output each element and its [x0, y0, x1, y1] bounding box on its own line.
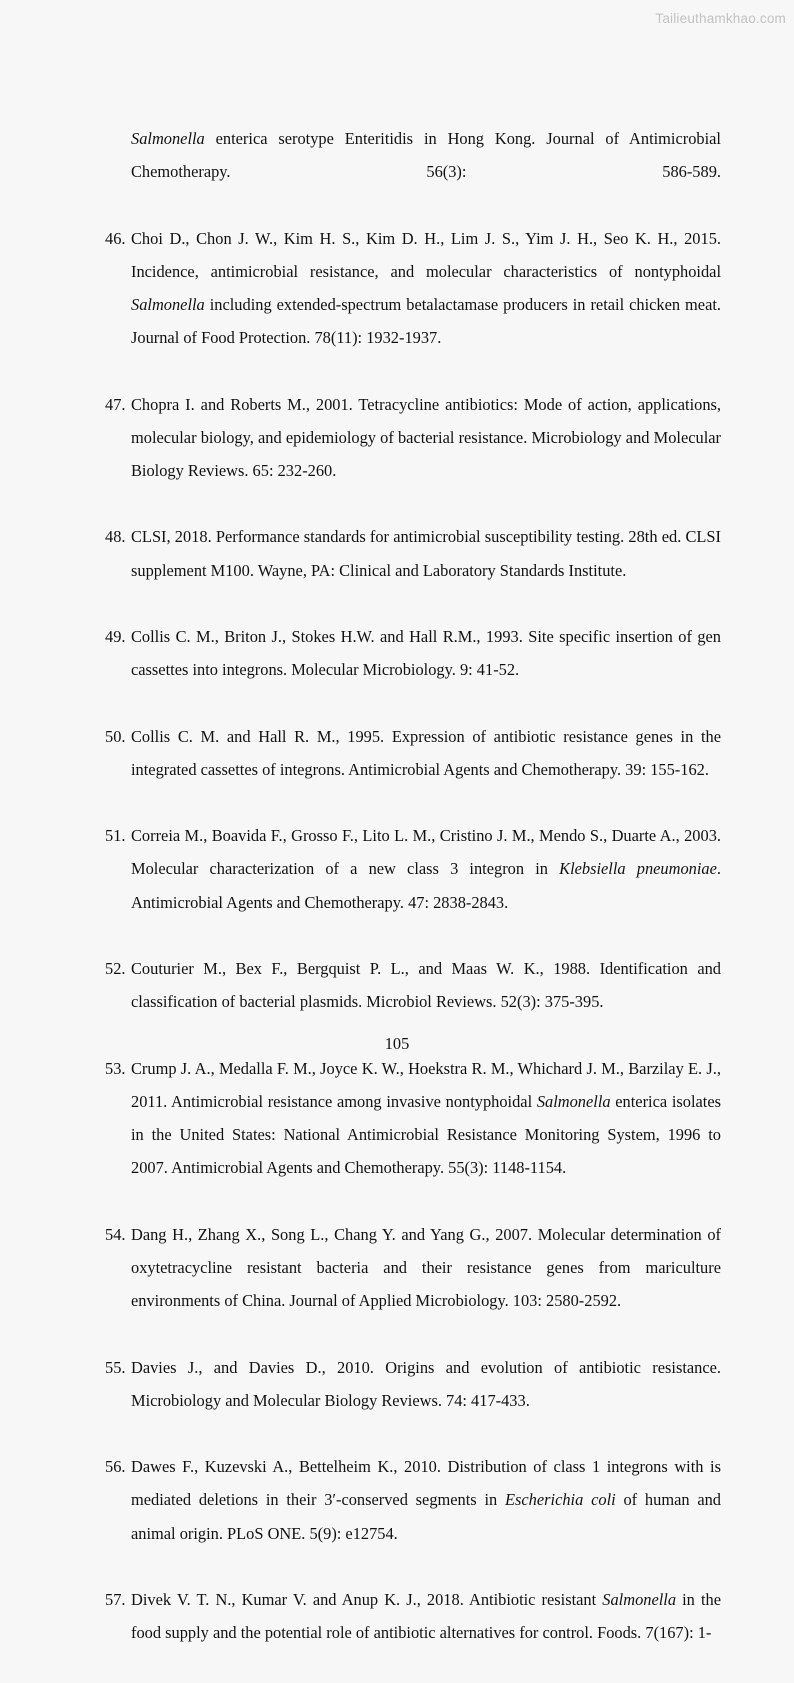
- reference-text: [131, 222, 721, 355]
- site-watermark: Tailieuthamkhao.com: [655, 11, 786, 26]
- italic-term: Salmonella: [602, 1589, 677, 1609]
- reference-text: [131, 819, 721, 919]
- reference-number: 55.: [105, 1357, 126, 1377]
- reference-entry: [105, 620, 721, 720]
- reference-entry: [105, 819, 721, 952]
- reference-text: [131, 620, 721, 686]
- reference-number: 51.: [105, 826, 126, 846]
- text-run: Collis C. M., Briton J., Stokes H.W. and Hall R.M., 1993. Site specific insertion of gen cassettes into integrons. Molecular Microbiology. 9: 41-52.: [131, 627, 721, 680]
- reference-entry: [105, 1052, 721, 1218]
- text-run: Collis C. M. and Hall R. M., 1995. Expression of antibiotic resistance genes in the integrated cassettes of integrons. Antimicrobial Agents and Chemotherapy. 39: 155-162.: [131, 726, 721, 779]
- reference-entry: [105, 520, 721, 620]
- reference-number: 48.: [105, 527, 126, 547]
- reference-text: [131, 720, 721, 786]
- reference-number: 52.: [105, 959, 126, 979]
- reference-number: 56.: [105, 1457, 126, 1477]
- text-run: CLSI, 2018. Performance standards for antimicrobial susceptibility testing. 28th ed. CLSI supplement M100. Wayne, PA: Clinical and Laboratory Standards Institute.: [131, 527, 721, 580]
- reference-number: 49.: [105, 627, 126, 647]
- italic-term: Klebsiella pneumoniae: [559, 859, 717, 879]
- page-number: 105: [384, 1034, 410, 1053]
- reference-entry: [105, 1583, 721, 1683]
- reference-list: [105, 222, 721, 1683]
- text-run: Divek V. T. N., Kumar V. and Anup K. J., 2018. Antibiotic resistant: [131, 1589, 603, 1609]
- text-run: Chopra I. and Roberts M., 2001. Tetracycline antibiotics: Mode of action, applications, molecular biology, and epidemiology of bacterial resistance. Microbiology and Molecular Biology Reviews. 65: 232-260.: [131, 394, 721, 481]
- text-run: of human and animal origin. PLoS ONE. 5(9): e12754.: [131, 1490, 721, 1543]
- italic-term: Salmonella: [131, 129, 205, 148]
- reference-number: 46.: [105, 228, 126, 248]
- text-run: Choi D., Chon J. W., Kim H. S., Kim D. H., Lim J. S., Yim J. H., Seo K. H., 2015. Incidence, antimicrobial resistance, and molecular characteristics of nontyphoidal: [131, 228, 721, 281]
- text-run: enterica serotype Enteritidis in Hong Kong. Journal of Antimicrobial Chemotherapy. 56(3): 586-589.: [131, 129, 721, 182]
- reference-entry: [105, 1351, 721, 1451]
- reference-entry: [105, 388, 721, 521]
- reference-text: [131, 520, 721, 586]
- reference-text: [131, 1052, 721, 1185]
- reference-entry: [105, 1450, 721, 1583]
- reference-number: 54.: [105, 1224, 126, 1244]
- reference-entry: [105, 222, 721, 388]
- reference-continuation-paragraph: [131, 122, 721, 222]
- italic-term: Salmonella: [536, 1091, 611, 1111]
- reference-entry: [105, 720, 721, 820]
- text-run: Couturier M., Bex F., Bergquist P. L., and Maas W. K., 1988. Identification and classification of bacterial plasmids. Microbiol Reviews. 52(3): 375-395.: [131, 959, 721, 1012]
- text-run: Dang H., Zhang X., Song L., Chang Y. and Yang G., 2007. Molecular determination of oxytetracycline resistant bacteria and their resistance genes from mariculture environments of China. Journal of Applied Microbiology. 103: 2580-2592.: [131, 1224, 721, 1311]
- reference-text: [131, 1218, 721, 1318]
- text-run: Dawes F., Kuzevski A., Bettelheim K., 2010. Distribution of class 1 integrons with is mediated deletions in their 3′-conserved segments in: [131, 1457, 721, 1510]
- text-run: including extended-spectrum betalactamase producers in retail chicken meat. Journal of Food Protection. 78(11): 1932-1937.: [131, 295, 721, 348]
- reference-text: [131, 1351, 721, 1417]
- italic-term: Salmonella: [131, 295, 205, 315]
- reference-text: [131, 952, 721, 1018]
- reference-number: 50.: [105, 726, 126, 746]
- reference-number: 47.: [105, 394, 126, 414]
- reference-text: [131, 1450, 721, 1550]
- references-page-body: [105, 122, 721, 1683]
- reference-number: 57.: [105, 1589, 126, 1609]
- reference-text: [131, 388, 721, 488]
- text-run: enterica isolates in the United States: National Antimicrobial Resistance Monitoring System, 1996 to 2007. Antimicrobial Agents and Chemotherapy. 55(3): 1148-1154.: [131, 1091, 721, 1178]
- reference-number: 53.: [105, 1058, 126, 1078]
- text-run: . Antimicrobial Agents and Chemotherapy. 47: 2838-2843.: [131, 859, 721, 912]
- text-run: Correia M., Boavida F., Grosso F., Lito L. M., Cristino J. M., Mendo S., Duarte A., 2003. Molecular characterization of a new class 3 integron in: [131, 826, 721, 879]
- italic-term: Escherichia coli: [505, 1490, 616, 1510]
- text-run: Crump J. A., Medalla F. M., Joyce K. W., Hoekstra R. M., Whichard J. M., Barzilay E. J., 2011. Antimicrobial resistance among invasive nontyphoidal: [131, 1058, 721, 1111]
- reference-text: [131, 1583, 721, 1649]
- reference-entry: [105, 1218, 721, 1351]
- text-run: in the food supply and the potential role of antibiotic alternatives for control. Foods. 7(167): 1-: [131, 1589, 721, 1643]
- text-run: Davies J., and Davies D., 2010. Origins and evolution of antibiotic resistance. Microbiology and Molecular Biology Reviews. 74: 417-433.: [131, 1357, 721, 1410]
